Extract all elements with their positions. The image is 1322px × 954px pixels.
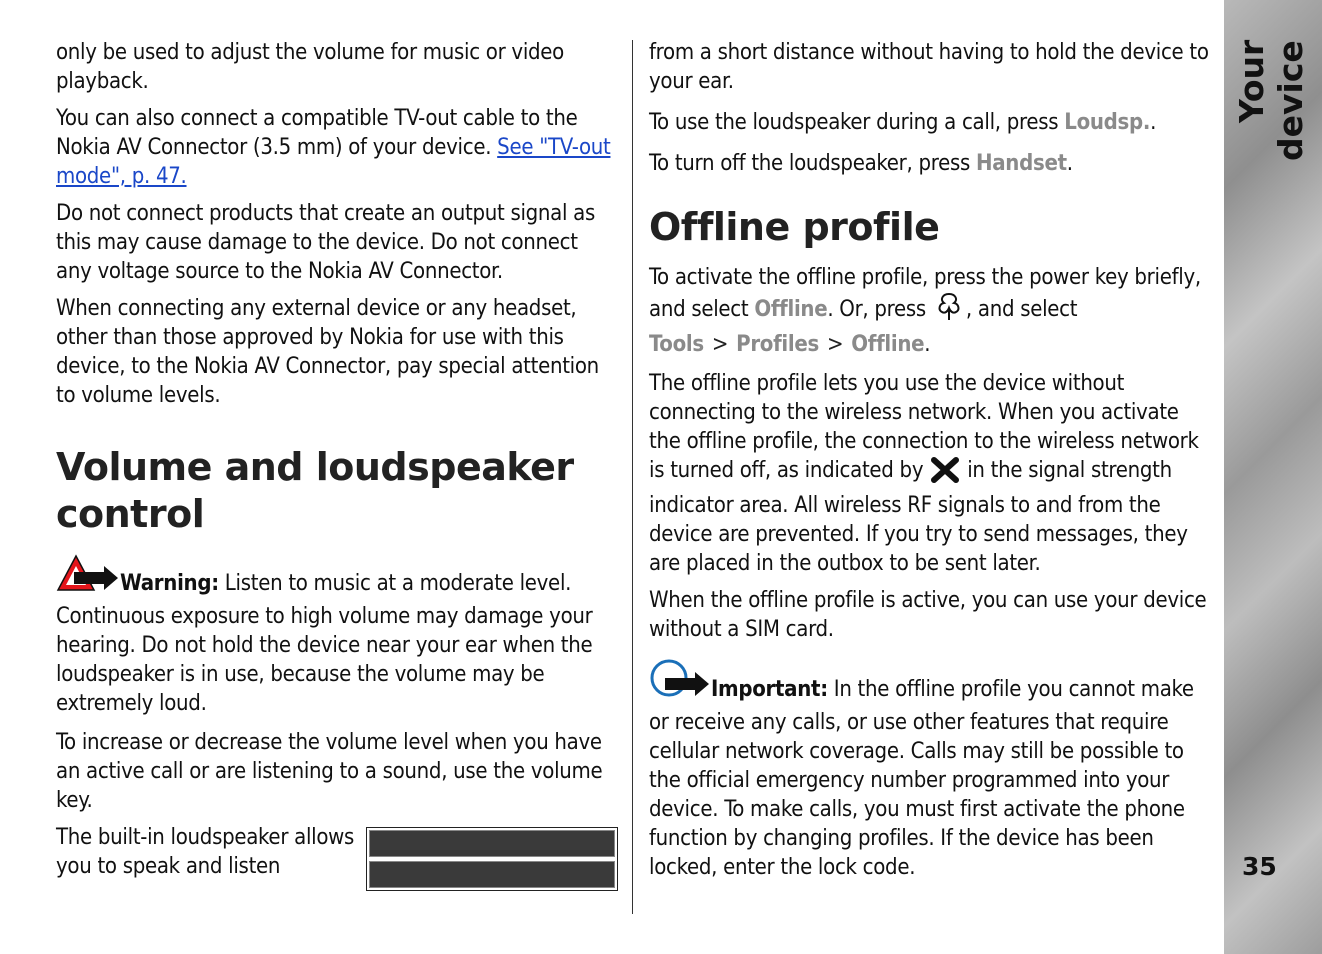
important-icon xyxy=(649,658,709,708)
loudspeaker-screenshot xyxy=(366,827,618,891)
paragraph: Do not connect products that create an output signal as this may cause damage to the device. Do not connect any voltage source to the Nokia AV Connector. xyxy=(56,201,596,284)
paragraph: When the offline profile is active, you can use your device without a SIM card. xyxy=(649,588,1207,642)
page-number: 35 xyxy=(1242,852,1277,881)
offline-command: Offline xyxy=(754,297,828,322)
section-title: Your device xyxy=(1232,40,1310,161)
profiles-command: Profiles xyxy=(736,332,819,357)
paragraph: To turn off the loudspeaker, press Handset. xyxy=(649,151,1073,176)
tools-command: Tools xyxy=(649,332,704,357)
warning-icon xyxy=(56,554,118,602)
paragraph: from a short distance without having to hold the device to your ear. xyxy=(649,40,1209,94)
handset-command: Handset xyxy=(975,151,1067,176)
offline-command: Offline xyxy=(851,332,925,357)
status-bar-handset xyxy=(369,830,615,857)
section-sidebar xyxy=(1224,0,1322,954)
right-column xyxy=(649,38,1211,890)
paragraph: The offline profile lets you use the device without connecting to the wireless network. When you activate the offline profile, the connection to the wireless network is turned off, as indicated by in the signal strength indicator area. All wireless RF signals to and from the device are prevented. If you try to send messages, they are placed in the outbox to be sent later. xyxy=(649,371,1199,576)
tv-out-link[interactable]: See "TV-out mode", p. 47. xyxy=(56,135,611,189)
left-column xyxy=(56,38,618,895)
paragraph: You can also connect a compatible TV-out cable to the Nokia AV Connector (3.5 mm) of your device. See "TV-out mode", p. 47. xyxy=(56,106,611,189)
important-note: Important: In the offline profile you cannot make or receive any calls, or use other features that require cellular network coverage. Calls may still be possible to the official emergency number programmed into your device. To make calls, you must first activate the phone function by changing profiles. If the device has been locked, enter the lock code. xyxy=(649,658,1211,882)
paragraph: When connecting any external device or any headset, other than those approved by Nokia for use with this device, to the Nokia AV Connector, pay special attention to volume levels. xyxy=(56,296,599,408)
paragraph: To activate the offline profile, press the power key briefly, and select Offline. Or, press , and select Tools > Profiles > Offline. xyxy=(649,265,1201,357)
menu-key-icon xyxy=(936,292,962,330)
offline-x-icon xyxy=(931,457,959,491)
loudspeaker-command: Loudsp. xyxy=(1064,110,1151,135)
column-divider xyxy=(632,40,633,914)
paragraph: only be used to adjust the volume for music or video playback. xyxy=(56,40,564,94)
status-bar-loudspeaker xyxy=(369,861,615,888)
paragraph: To increase or decrease the volume level when you have an active call or are listening to a sound, use the volume key. xyxy=(56,730,603,813)
warning-note: Warning: Listen to music at a moderate level. Continuous exposure to high volume may damage your hearing. Do not hold the device near your ear when the loudspeaker is in use, because the volume may be extremely loud. xyxy=(56,554,618,718)
paragraph: To use the loudspeaker during a call, press Loudsp.. xyxy=(649,110,1157,135)
section-heading: Offline profile xyxy=(649,205,940,249)
loudspeaker-paragraph: The built-in loudspeaker allows you to speak and listen xyxy=(56,823,618,881)
section-heading: Volume and loudspeaker control xyxy=(56,445,574,536)
